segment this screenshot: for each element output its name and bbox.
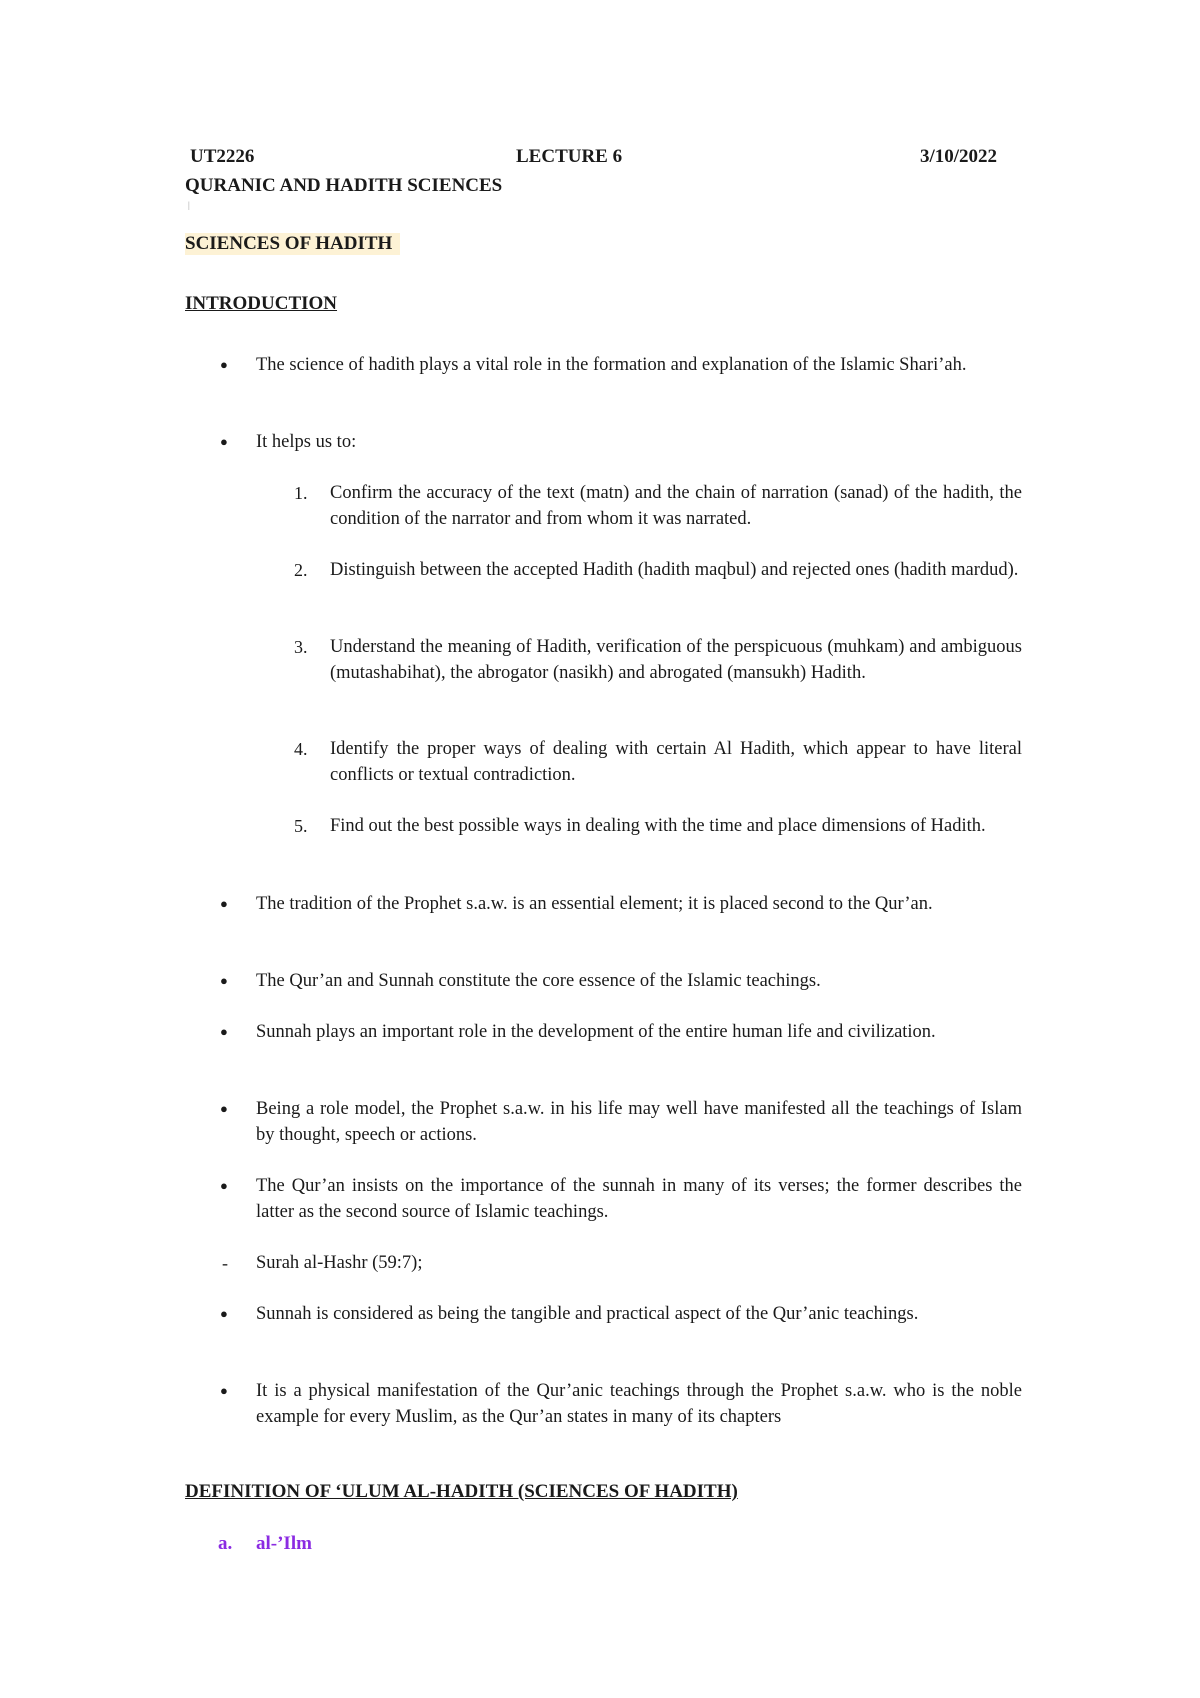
subitem-letter: a. bbox=[218, 1533, 233, 1554]
dash-marker: - bbox=[222, 1253, 228, 1273]
numbered-item: Understand the meaning of Hadith, verification of the perspicuous (muhkam) and ambiguous (mutashabihat), the abrogator (nasikh) and abrogated (mansukh) Hadith. bbox=[330, 637, 1022, 683]
bullet-icon: ● bbox=[220, 434, 228, 449]
intro-heading: INTRODUCTION bbox=[185, 293, 338, 314]
bullet-item: Sunnah is considered as being the tangible and practical aspect of the Qur’anic teachings. bbox=[256, 1304, 919, 1324]
bullet-item: Sunnah plays an important role in the development of the entire human life and civilization. bbox=[256, 1022, 936, 1042]
bullet-icon: ● bbox=[220, 1383, 228, 1398]
list-number: 2. bbox=[294, 560, 308, 580]
numbered-item: Distinguish between the accepted Hadith (hadith maqbul) and rejected ones (hadith mardud). bbox=[330, 560, 1019, 580]
list-number: 1. bbox=[294, 483, 308, 503]
bullet-item: The Qur’an insists on the importance of the sunnah in many of its verses; the former describes the latter as the second source of Islamic teachings. bbox=[256, 1176, 1022, 1222]
numbered-item: Find out the best possible ways in dealing with the time and place dimensions of Hadith. bbox=[330, 816, 986, 836]
bullet-icon: ● bbox=[220, 357, 228, 372]
lecture-date: 3/10/2022 bbox=[920, 146, 998, 167]
bullet-icon: ● bbox=[220, 1024, 228, 1039]
bullet-item: The science of hadith plays a vital role in the formation and explanation of the Islamic Shari’ah. bbox=[256, 355, 967, 375]
list-number: 3. bbox=[294, 637, 308, 657]
lecture-number: LECTURE 6 bbox=[516, 146, 623, 167]
numbered-item: Identify the proper ways of dealing with certain Al Hadith, which appear to have literal conflicts or textual contradiction. bbox=[330, 739, 1022, 785]
bullet-icon: ● bbox=[220, 896, 228, 911]
bullet-item: It is a physical manifestation of the Qur’anic teachings through the Prophet s.a.w. who is the noble example for every Muslim, as the Qur’an states in many of its chapters bbox=[256, 1381, 1022, 1427]
course-title: QURANIC AND HADITH SCIENCES bbox=[185, 175, 503, 196]
cursor-mark: | bbox=[188, 200, 190, 210]
list-number: 5. bbox=[294, 816, 308, 836]
course-code: UT2226 bbox=[190, 146, 255, 167]
bullet-item: Being a role model, the Prophet s.a.w. in his life may well have manifested all the teachings of Islam by thought, speech or actions. bbox=[256, 1099, 1022, 1145]
definition-heading: DEFINITION OF ‘ULUM AL-HADITH (SCIENCES OF HADITH) bbox=[185, 1481, 738, 1502]
section-title: SCIENCES OF HADITH bbox=[185, 233, 400, 255]
list-number: 4. bbox=[294, 739, 308, 759]
bullet-icon: ● bbox=[220, 1306, 228, 1321]
bullet-item: It helps us to: bbox=[256, 432, 357, 452]
reference-item: Surah al-Hashr (59:7); bbox=[256, 1253, 423, 1273]
bullet-icon: ● bbox=[220, 1101, 228, 1116]
subitem-title: al-’Ilm bbox=[256, 1533, 312, 1554]
bullet-icon: ● bbox=[220, 1178, 228, 1193]
bullet-item: The tradition of the Prophet s.a.w. is an essential element; it is placed second to the Qur’an. bbox=[256, 894, 933, 914]
bullet-icon: ● bbox=[220, 973, 228, 988]
numbered-item: Confirm the accuracy of the text (matn) and the chain of narration (sanad) of the hadith, the condition of the narrator and from whom it was narrated. bbox=[330, 483, 1022, 529]
bullet-item: The Qur’an and Sunnah constitute the core essence of the Islamic teachings. bbox=[256, 971, 821, 991]
